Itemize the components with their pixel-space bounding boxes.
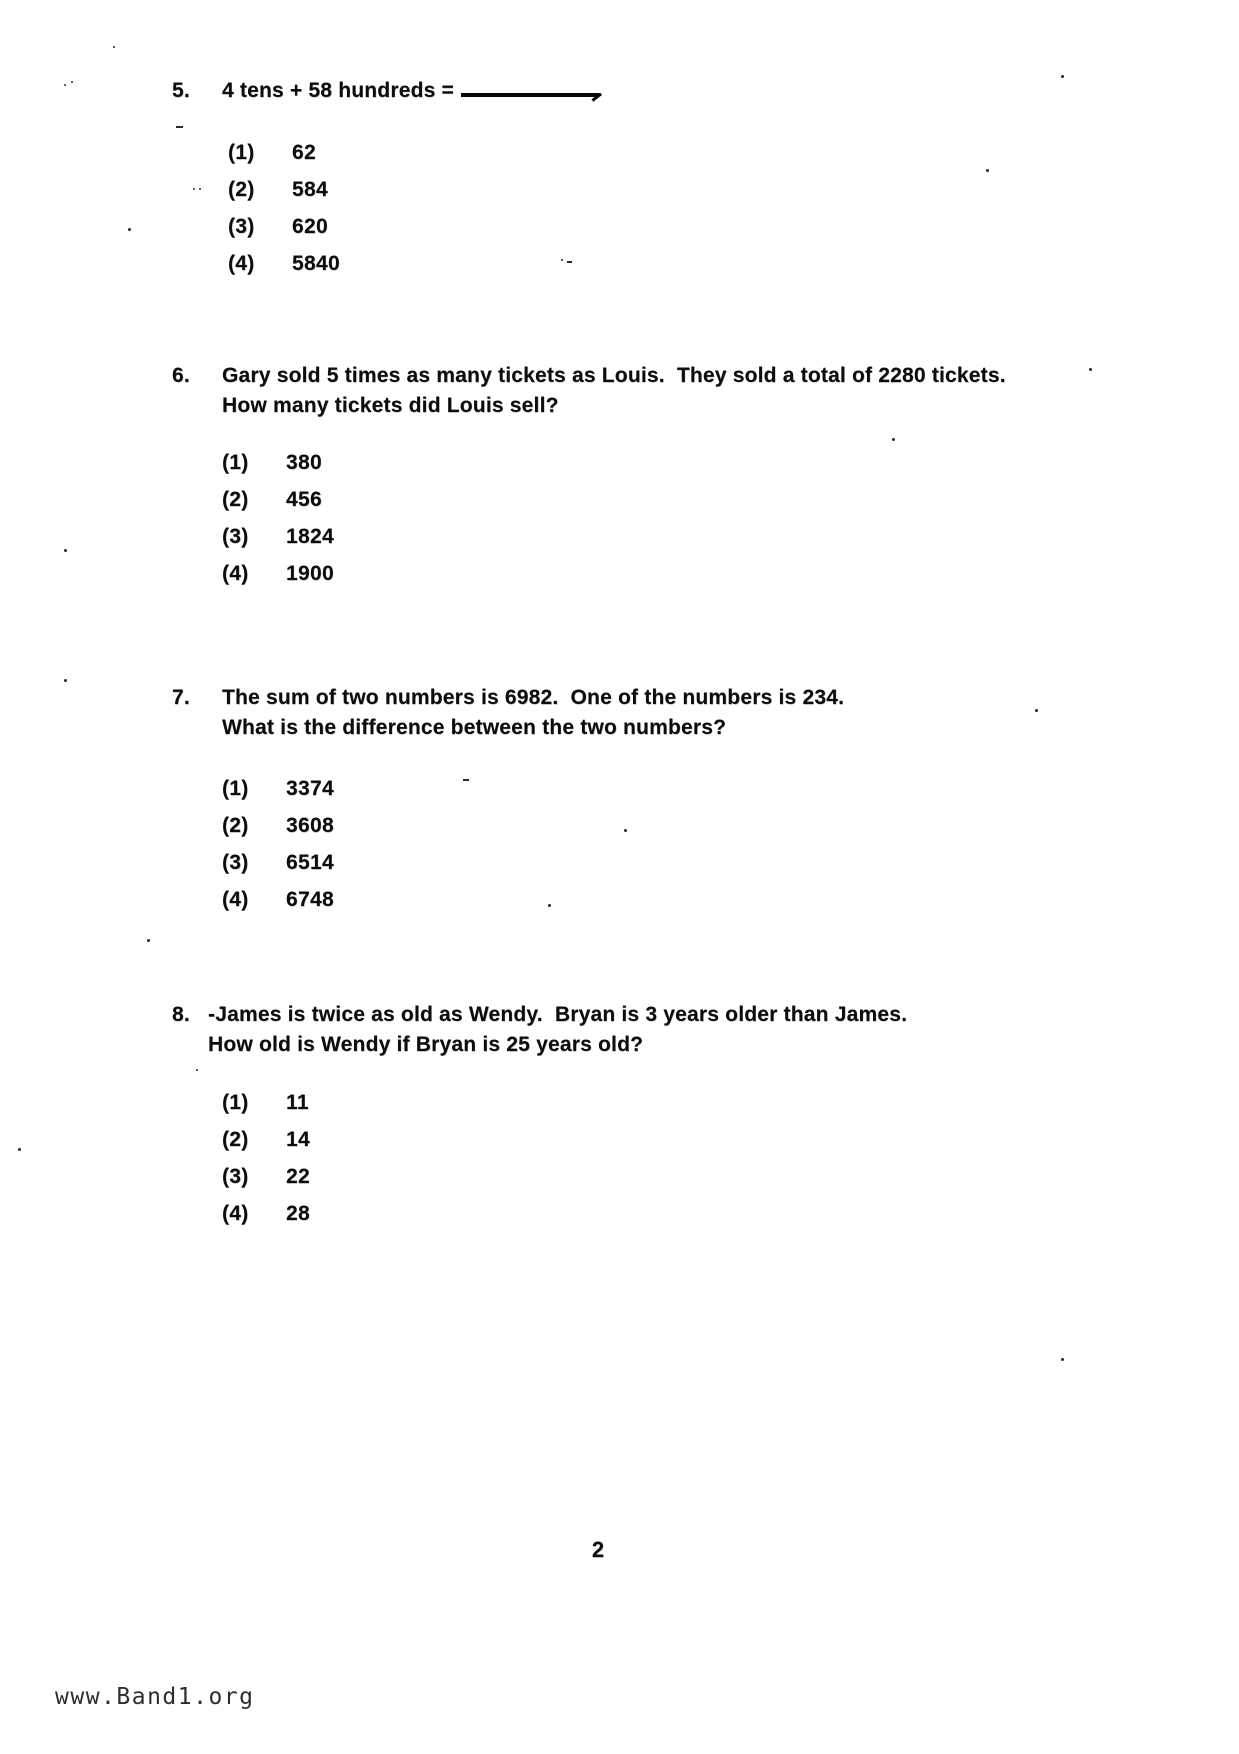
option-value: 456	[286, 488, 322, 511]
option-row	[222, 563, 1092, 585]
scan-speck	[567, 261, 572, 263]
scan-speck	[892, 438, 895, 441]
option-row	[222, 889, 1092, 911]
scan-speck	[1089, 368, 1092, 371]
question-text-line1: -James is twice as old as Wendy. Bryan is 3 years older than James.	[208, 1003, 908, 1026]
option-label: (2)	[222, 814, 249, 837]
scan-speck	[64, 549, 67, 552]
page-number: 2	[591, 1537, 605, 1562]
option-label: (3)	[222, 851, 249, 874]
option-row	[222, 1092, 1092, 1114]
question-6-stem	[172, 361, 1092, 421]
scan-speck	[147, 939, 150, 942]
question-text-line2: How old is Wendy if Bryan is 25 years old?	[208, 1033, 644, 1056]
question-text-line2: How many tickets did Louis sell?	[222, 394, 559, 417]
option-row	[222, 1203, 1092, 1225]
scan-speck	[1061, 75, 1064, 78]
option-label: (1)	[222, 1091, 249, 1114]
option-label: (2)	[228, 178, 255, 201]
question-6	[172, 361, 1092, 600]
scan-speck	[176, 126, 183, 128]
scan-speck	[64, 679, 67, 682]
option-value: 1824	[286, 525, 334, 548]
scan-speck	[561, 259, 563, 261]
option-row	[222, 852, 1092, 874]
option-row	[222, 526, 1092, 548]
scan-speck	[113, 46, 115, 48]
option-value: 5840	[292, 252, 340, 275]
question-7-options	[222, 778, 1092, 911]
option-row	[228, 216, 1092, 238]
scan-speck	[128, 228, 131, 231]
scan-speck	[1035, 709, 1038, 712]
option-label: (1)	[228, 141, 255, 164]
question-5-stem	[172, 76, 1092, 106]
scan-speck	[193, 188, 195, 190]
question-7	[172, 683, 1092, 926]
option-label: (2)	[222, 488, 249, 511]
option-value: 22	[286, 1165, 310, 1188]
option-value: 14	[286, 1128, 310, 1151]
option-label: (1)	[222, 451, 249, 474]
question-number: 6.	[172, 364, 190, 387]
option-label: (4)	[222, 1202, 249, 1225]
scan-speck	[199, 188, 201, 190]
scan-speck	[1061, 1358, 1064, 1361]
option-label: (3)	[222, 525, 249, 548]
watermark-url: www.Band1.org	[55, 1684, 255, 1710]
option-value: 6514	[286, 851, 334, 874]
question-text-line2: What is the difference between the two numbers?	[222, 716, 727, 739]
question-6-options	[222, 452, 1092, 585]
scan-speck	[18, 1148, 21, 1151]
option-value: 584	[292, 178, 328, 201]
scan-speck	[463, 779, 469, 781]
option-label: (2)	[222, 1128, 249, 1151]
option-value: 3608	[286, 814, 334, 837]
option-label: (1)	[222, 777, 249, 800]
question-text-line1: The sum of two numbers is 6982. One of the numbers is 234.	[222, 686, 845, 709]
answer-blank-line	[461, 76, 599, 97]
option-label: (4)	[228, 252, 255, 275]
option-value: 380	[286, 451, 322, 474]
option-row	[222, 815, 1092, 837]
option-value: 3374	[286, 777, 334, 800]
scan-speck	[196, 1069, 198, 1071]
scan-speck	[548, 904, 551, 907]
question-number: 5.	[172, 79, 190, 102]
option-label: (4)	[222, 562, 249, 585]
option-value: 62	[292, 141, 316, 164]
option-row	[228, 179, 1092, 201]
question-text-line1: Gary sold 5 times as many tickets as Louis. They sold a total of 2280 tickets.	[222, 364, 1006, 387]
option-label: (3)	[228, 215, 255, 238]
option-label: (3)	[222, 1165, 249, 1188]
question-5	[172, 76, 1092, 290]
question-5-options	[228, 142, 1092, 275]
question-8-stem	[172, 1000, 1092, 1060]
option-value: 11	[286, 1091, 309, 1114]
question-7-stem	[172, 683, 1092, 743]
question-number: 7.	[172, 686, 190, 709]
option-row	[222, 1129, 1092, 1151]
scan-speck	[986, 169, 989, 172]
question-number: 8.	[172, 1003, 190, 1026]
option-value: 1900	[286, 562, 334, 585]
scan-speck	[71, 81, 73, 83]
option-row	[222, 452, 1092, 474]
scan-speck	[624, 829, 627, 832]
option-row	[222, 778, 1092, 800]
option-row	[222, 1166, 1092, 1188]
option-value: 6748	[286, 888, 334, 911]
option-row	[222, 489, 1092, 511]
option-value: 620	[292, 215, 328, 238]
question-8-options	[222, 1092, 1092, 1225]
question-text: 4 tens + 58 hundreds =	[222, 79, 454, 102]
option-value: 28	[286, 1202, 310, 1225]
option-label: (4)	[222, 888, 249, 911]
option-row	[228, 142, 1092, 164]
scan-speck	[64, 84, 66, 86]
question-8	[172, 1000, 1092, 1240]
option-row	[228, 253, 1092, 275]
